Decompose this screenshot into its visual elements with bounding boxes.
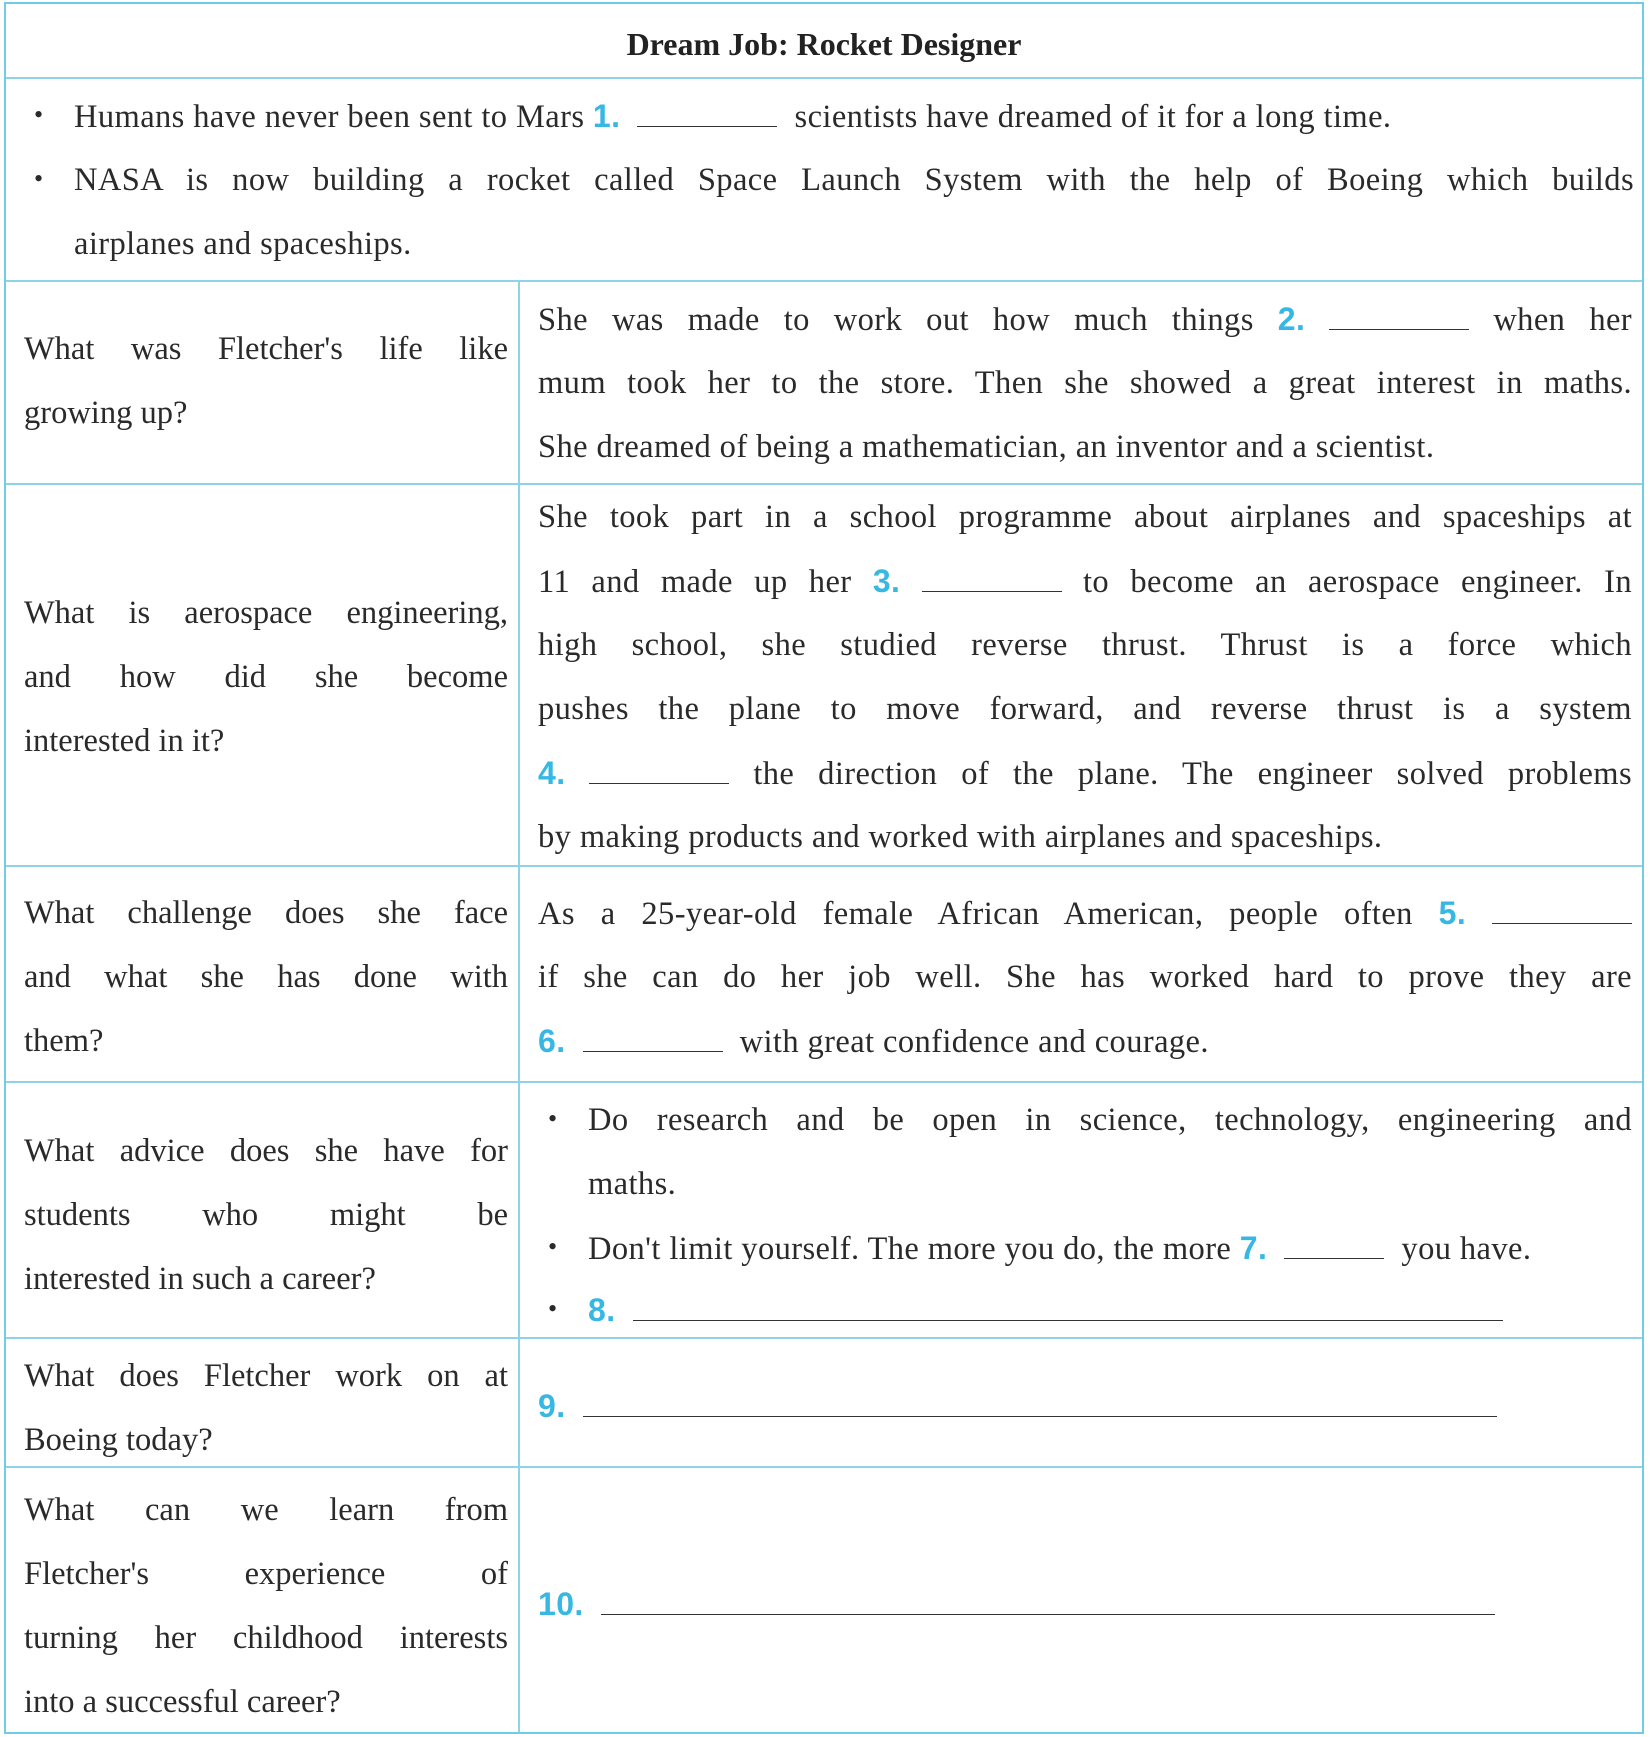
answer-blank-2[interactable]	[1329, 295, 1469, 330]
blank-number-10: 10.	[538, 1586, 584, 1622]
question-6-line: What can we learn from	[24, 1492, 508, 1528]
question-2-line: interested in it?	[24, 723, 225, 759]
worksheet-table	[4, 2, 1644, 1734]
answer-text: with great confidence and courage.	[739, 1024, 1209, 1060]
question-6-line: Fletcher's experience of	[24, 1556, 508, 1592]
column-divider	[518, 280, 520, 1732]
advice-1-line-2: maths.	[588, 1166, 677, 1202]
answer-2-line-5	[538, 741, 1632, 806]
answer-blank-10[interactable]	[601, 1580, 1495, 1615]
answer-9	[538, 1374, 1632, 1439]
blank-number-6: 6.	[538, 1023, 566, 1059]
answer-text: when her	[1493, 302, 1633, 338]
question-3-line: them?	[24, 1023, 104, 1059]
answer-text: the direction of the plane. The engineer solved problems	[753, 756, 1632, 792]
answer-blank-5[interactable]	[1492, 889, 1632, 924]
blank-number-3: 3.	[872, 563, 901, 599]
blank-number-7: 7.	[1239, 1230, 1268, 1266]
bullet-dot: •	[34, 164, 44, 193]
answer-3-line-3	[538, 1009, 1632, 1074]
blank-number-9: 9.	[538, 1388, 566, 1424]
answer-1-line-2: mum took her to the store. Then she showed a great interest in maths.	[538, 365, 1632, 401]
advice-1-line-1: Do research and be open in science, technology, engineering and	[588, 1102, 1632, 1138]
row-divider	[6, 1081, 1642, 1083]
bullet-dot: •	[34, 100, 44, 129]
question-5-line: What does Fletcher work on at	[24, 1358, 508, 1394]
advice-2	[588, 1216, 1632, 1281]
answer-3-line-2: if she can do her job well. She has worked hard to prove they are	[538, 959, 1632, 995]
intro-bullet-1	[74, 84, 1634, 149]
answer-blank-1[interactable]	[637, 92, 777, 127]
question-1-line: What was Fletcher's life like	[24, 331, 508, 367]
intro-text: scientists have dreamed of it for a long time.	[794, 99, 1392, 135]
answer-text: you have.	[1401, 1231, 1532, 1267]
row-divider	[6, 77, 1642, 79]
answer-1-line-1	[538, 287, 1632, 352]
question-1-line: growing up?	[24, 395, 188, 431]
answer-blank-6[interactable]	[583, 1017, 723, 1052]
intro-bullet-2-line-2: airplanes and spaceships.	[74, 226, 412, 262]
bullet-dot: •	[548, 1232, 558, 1261]
answer-blank-8[interactable]	[633, 1286, 1503, 1321]
answer-3-line-1	[538, 881, 1632, 946]
question-4-line: students who might be	[24, 1197, 508, 1233]
answer-blank-7[interactable]	[1284, 1224, 1384, 1259]
answer-blank-4[interactable]	[589, 749, 729, 784]
intro-text: Humans have never been sent to Mars	[74, 99, 585, 135]
question-2-line: and how did she become	[24, 659, 508, 695]
advice-3	[588, 1278, 1632, 1343]
question-2-line: What is aerospace engineering,	[24, 595, 508, 631]
blank-number-1: 1.	[592, 98, 621, 134]
answer-text: As a 25-year-old female African American, people often	[538, 896, 1413, 932]
question-6-line: into a successful career?	[24, 1684, 341, 1720]
answer-2-line-3: high school, she studied reverse thrust. Thrust is a force which	[538, 627, 1632, 663]
answer-text: She was made to work out how much things	[538, 302, 1254, 338]
answer-2-line-2	[538, 549, 1632, 614]
blank-number-2: 2.	[1277, 301, 1306, 337]
question-4-line: What advice does she have for	[24, 1133, 508, 1169]
question-5-line: Boeing today?	[24, 1422, 213, 1458]
answer-10	[538, 1572, 1632, 1637]
page-title: Dream Job: Rocket Designer	[626, 26, 1022, 62]
blank-number-4: 4.	[538, 755, 566, 791]
row-divider	[6, 280, 1642, 282]
question-3-line: What challenge does she face	[24, 895, 508, 931]
question-4-line: interested in such a career?	[24, 1261, 376, 1297]
intro-bullet-2-line-1: NASA is now building a rocket called Space Launch System with the help of Boeing which builds	[74, 162, 1634, 198]
answer-text: to become an aerospace engineer. In	[1082, 564, 1632, 600]
bullet-dot: •	[548, 1294, 558, 1323]
answer-text: 11 and made up her	[538, 564, 852, 600]
answer-blank-3[interactable]	[922, 557, 1062, 592]
question-6-line: turning her childhood interests	[24, 1620, 508, 1656]
answer-blank-9[interactable]	[583, 1382, 1497, 1417]
answer-2-line-1: She took part in a school programme about airplanes and spaceships at	[538, 499, 1632, 535]
answer-2-line-4: pushes the plane to move forward, and reverse thrust is a system	[538, 691, 1632, 727]
answer-2-line-6: by making products and worked with airplanes and spaceships.	[538, 819, 1383, 855]
answer-text: Don't limit yourself. The more you do, the more	[588, 1231, 1232, 1267]
blank-number-5: 5.	[1438, 895, 1467, 931]
question-3-line: and what she has done with	[24, 959, 508, 995]
answer-1-line-3: She dreamed of being a mathematician, an inventor and a scientist.	[538, 429, 1435, 465]
bullet-dot: •	[548, 1104, 558, 1133]
blank-number-8: 8.	[588, 1292, 616, 1328]
